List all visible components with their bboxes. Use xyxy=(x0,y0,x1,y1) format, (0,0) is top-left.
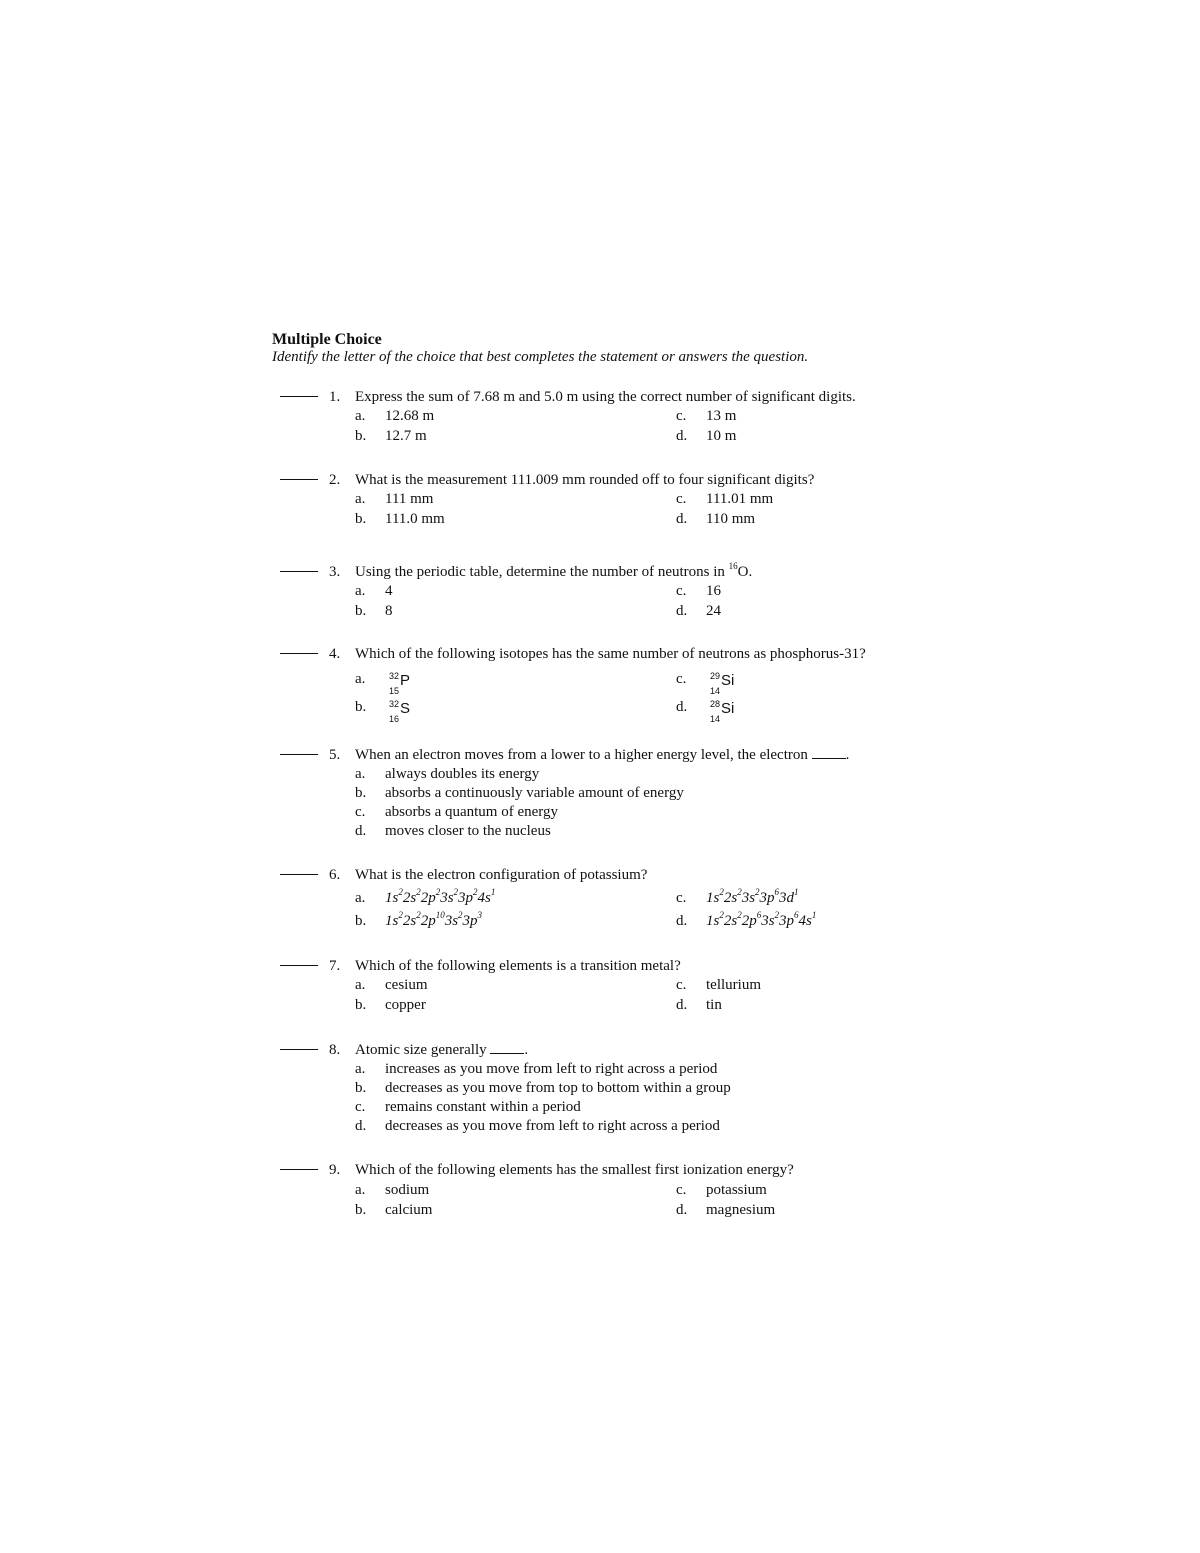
answer-blank-3[interactable] xyxy=(280,571,318,572)
question-number: 9. xyxy=(329,1162,341,1178)
question-number: 3. xyxy=(329,564,341,580)
answer-blank-4[interactable] xyxy=(280,653,318,654)
orbital: 3p xyxy=(458,890,474,906)
fill-in-blank xyxy=(490,1041,524,1054)
electron-count: 1 xyxy=(811,910,817,920)
electron-count: 2 xyxy=(458,910,463,920)
question-text: Using the periodic table, determine the number of neutrons in $^{16}$O. xyxy=(355,561,753,580)
orbital: 3s xyxy=(444,913,459,929)
question-text: What is the measurement 111.009 mm rounded off to four significant digits? xyxy=(355,472,815,488)
question-number: 5. xyxy=(329,747,341,763)
orbital: 3p xyxy=(759,890,775,906)
electron-count: 6 xyxy=(756,910,762,920)
isotope-notation: 32 16 S xyxy=(388,699,411,724)
orbital: 4s xyxy=(798,913,812,929)
electron-count: 2 xyxy=(719,910,724,920)
electron-count: 2 xyxy=(719,887,724,897)
orbital: 3s xyxy=(741,890,756,906)
electron-config xyxy=(385,912,482,931)
electron-count: 3 xyxy=(477,910,483,920)
electron-count: 1 xyxy=(490,887,496,897)
electron-count: 2 xyxy=(416,887,421,897)
question-text: When an electron moves from a lower to a higher energy level, the electron . xyxy=(355,747,850,763)
question-text: Which of the following elements has the smallest first ionization energy? xyxy=(355,1162,794,1178)
worksheet-page: Multiple Choice Identify the letter of the choice that best completes the statement or answers the question. 1. Express the sum of 7.68 m and 5.0 m using the correct number of significant digits. a. 12.68 m c. 13 m b. 12.7 m d. 10 m 2. What is the measurement 111.009 mm rounded off to four significant digits? a. 111 mm c. 111.01 mm b. 111.0 mm d. 110 mm 3. Using the periodic table, determine the number of neutrons in $^{16}$O. a. 4 c. 16 b. 8 d. 24 4. Which of the following isotopes has the same number of neutrons as phosphorus-31? a. 32 15 P c. 29 14 Si b. 32 16 S d. 28 14 Si 5. When an electron moves from a lower to a higher energy level, the electron . a. always doubles its energy b. absorbs a continuously variable amount of energy c. absorbs a quantum of energy d. moves closer to the nucleus 6. What is the electron configuration of potassium? a. $1s^22s^22p^23s^23p^24s^1$ c. $1s^22s^23s^23p^63d^1$ b. $1s^22s^22p^{10}3s^23p^3$ d. $1s^22s^22p^63s^23p^64s^1$ 7. Which of the following elements is a transition metal? a. cesium c. tellurium b. copper d. tin 8. Atomic size generally . a. increases as you move from left to right across a period b. decreases as you move from top to bottom within a group c. remains constant within a period d. decreases as you move from left to right across a period 9. Which of the following elements has the smallest first ionization energy? a. sodium c. potassium b. calcium d. magnesium xyxy=(272,331,866,1218)
electron-config xyxy=(385,889,495,908)
answer-blank-6[interactable] xyxy=(280,874,318,875)
fill-in-blank xyxy=(812,746,846,759)
electron-count: 2 xyxy=(774,910,780,920)
orbital: 1s xyxy=(706,913,720,929)
isotope-notation: 28 14 Si xyxy=(709,699,735,724)
orbital: 4s xyxy=(477,890,491,906)
orbital: 3s xyxy=(440,890,454,906)
orbital: 1s xyxy=(385,913,399,929)
question-text: Express the sum of 7.68 m and 5.0 m using the correct number of significant digits. xyxy=(355,389,856,405)
answer-blank-2[interactable] xyxy=(280,479,318,480)
orbital: 2s xyxy=(723,913,738,929)
orbital: 2s xyxy=(723,890,738,906)
orbital: 1s xyxy=(385,890,399,906)
orbital: 3s xyxy=(761,913,775,929)
orbital: 3p xyxy=(779,913,795,929)
electron-count: 2 xyxy=(398,910,403,920)
electron-count: 6 xyxy=(794,910,799,920)
electron-count: 2 xyxy=(453,887,459,897)
isotope-notation: 29 14 Si xyxy=(709,671,735,696)
section-instructions: Identify the letter of the choice that best completes the statement or answers the question. xyxy=(272,349,809,365)
electron-config xyxy=(706,912,816,931)
electron-count: 2 xyxy=(416,910,421,920)
question-number: 2. xyxy=(329,472,341,488)
electron-count: 1 xyxy=(794,887,799,897)
question-text: Which of the following isotopes has the same number of neutrons as phosphorus-31? xyxy=(355,646,866,662)
answer-blank-8[interactable] xyxy=(280,1049,318,1050)
section-title: Multiple Choice xyxy=(272,331,382,348)
electron-count: 2 xyxy=(737,910,742,920)
electron-count: 2 xyxy=(755,887,760,897)
orbital: 2s xyxy=(402,890,417,906)
electron-count: 2 xyxy=(473,887,478,897)
electron-count: 10 xyxy=(435,910,445,920)
orbital: 3d xyxy=(779,890,795,906)
electron-count: 2 xyxy=(737,887,742,897)
question-text: Atomic size generally . xyxy=(355,1042,529,1058)
answer-blank-7[interactable] xyxy=(280,965,318,966)
orbital: 2p xyxy=(420,913,436,929)
orbital: 2p xyxy=(420,890,436,906)
electron-config xyxy=(706,889,799,908)
orbital: 2s xyxy=(402,913,417,929)
answer-blank-9[interactable] xyxy=(280,1169,318,1170)
isotope-notation: 32 15 P xyxy=(388,671,411,696)
electron-count: 2 xyxy=(398,887,403,897)
question-number: 8. xyxy=(329,1042,341,1058)
orbital: 1s xyxy=(706,890,720,906)
question-text: What is the electron configuration of potassium? xyxy=(355,867,648,883)
electron-count: 2 xyxy=(435,887,441,897)
question-number: 4. xyxy=(329,646,341,662)
mass-number-superscript: 16 xyxy=(728,561,738,571)
answer-blank-5[interactable] xyxy=(280,754,318,755)
question-number: 1. xyxy=(329,389,341,405)
electron-count: 6 xyxy=(774,887,780,897)
question-text: Which of the following elements is a transition metal? xyxy=(355,958,681,974)
orbital: 2p xyxy=(741,913,757,929)
question-number: 7. xyxy=(329,958,341,974)
orbital: 3p xyxy=(462,913,478,929)
question-number: 6. xyxy=(329,867,341,883)
answer-blank-1[interactable] xyxy=(280,396,318,397)
